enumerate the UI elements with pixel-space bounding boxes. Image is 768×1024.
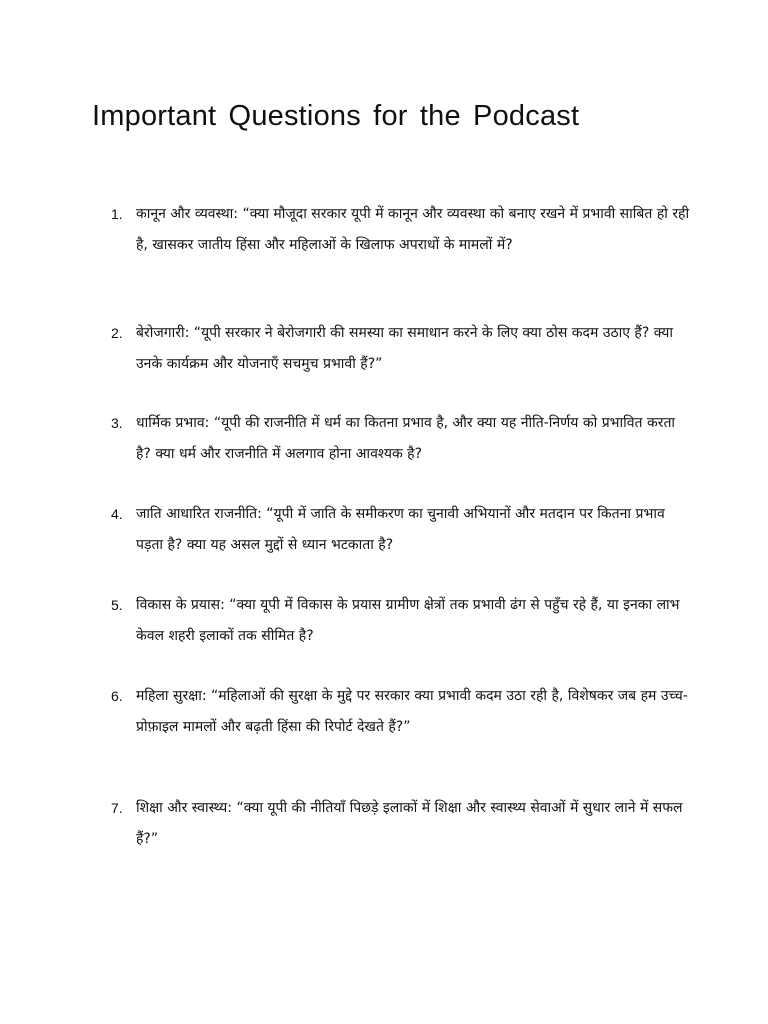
question-number: 5. [111,597,123,613]
question-text: शिक्षा और स्वास्थ्य: “क्या यूपी की नीतियाँ पिछड़े इलाकों में शिक्षा और स्वास्थ्य सेवाओं में सुधार लाने में सफल हैं?” [136,800,683,847]
question-number: 3. [111,415,123,431]
question-text: बेरोजगारी: “यूपी सरकार ने बेरोजगारी की समस्या का समाधान करने के लिए क्या ठोस कदम उठाए हैं? क्या उनके कार्यक्रम और योजनाएँ सचमुच प्रभावी हैं?” [136,325,673,372]
question-item-1 [111,199,691,261]
question-text: धार्मिक प्रभाव: “यूपी की राजनीति में धर्म का कितना प्रभाव है, और क्या यह नीति-निर्णय को प्रभावित करता है? क्या धर्म और राजनीति में अलगाव होना आवश्यक है? [136,415,676,462]
question-number: 4. [111,506,123,522]
question-number: 6. [111,688,123,704]
question-text: कानून और व्यवस्था: “क्या मौजूदा सरकार यूपी में कानून और व्यवस्था को बनाए रखने में प्रभावी साबित हो रही है, खासकर जातीय हिंसा और महिलाओं के खिलाफ अपराधों के मामलों में? [136,206,690,253]
question-item-4 [111,499,691,561]
question-number: 2. [111,325,123,341]
question-item-2 [111,318,691,380]
question-text: महिला सुरक्षा: “महिलाओं की सुरक्षा के मुद्दे पर सरकार क्या प्रभावी कदम उठा रही है, विशेषकर जब हम उच्च-प्रोफ़ाइल मामलों और बढ़ती हिंसा की रिपोर्ट देखते हैं?” [136,688,688,735]
question-item-7 [111,793,691,855]
question-item-3 [111,408,691,470]
question-item-5 [111,590,691,652]
question-text: जाति आधारित राजनीति: “यूपी में जाति के समीकरण का चुनावी अभियानों और मतदान पर कितना प्रभाव पड़ता है? क्या यह असल मुद्दों से ध्यान भटकाता है? [136,506,665,553]
question-number: 7. [111,800,123,816]
document-title: Important Questions for the Podcast [92,100,580,132]
question-number: 1. [111,206,123,222]
question-item-6 [111,681,691,743]
question-text: विकास के प्रयास: “क्या यूपी में विकास के प्रयास ग्रामीण क्षेत्रों तक प्रभावी ढंग से पहुँच रहे हैं, या इनका लाभ केवल शहरी इलाकों तक सीमित है? [136,597,680,644]
